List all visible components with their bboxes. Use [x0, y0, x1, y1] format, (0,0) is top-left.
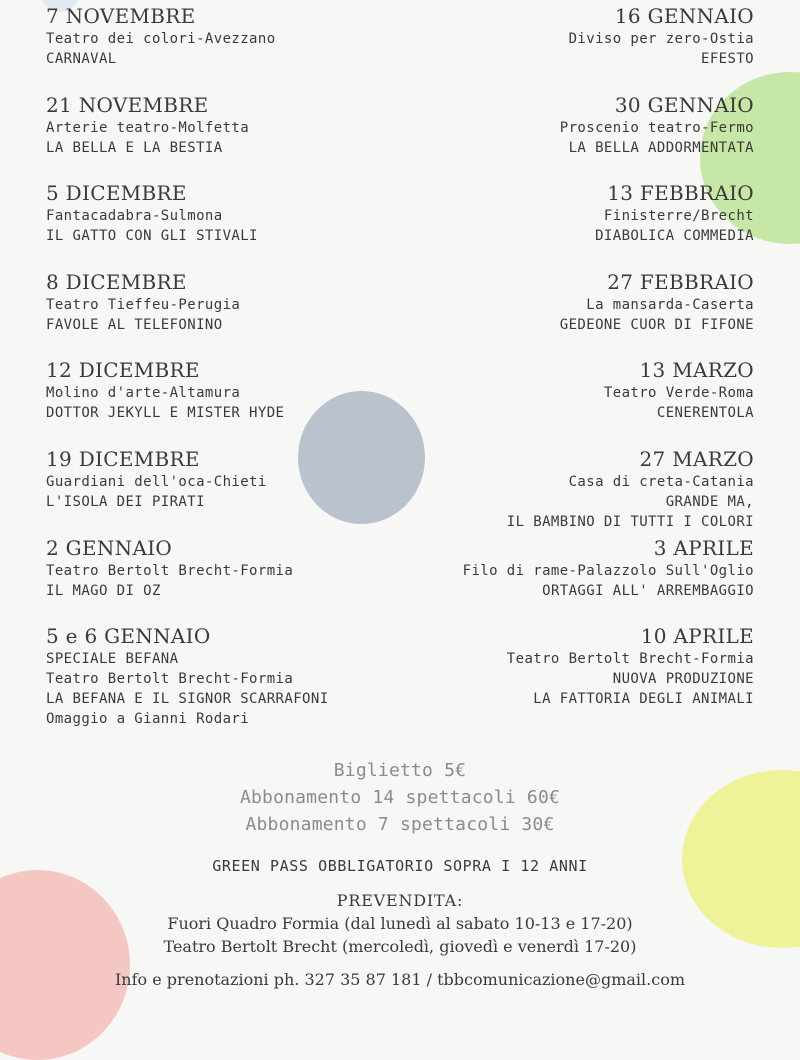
event-entry	[384, 358, 754, 447]
event-entry	[46, 358, 416, 447]
event-entry	[384, 93, 754, 182]
event-venue: SPECIALE BEFANA	[46, 651, 179, 668]
event-entry	[46, 536, 416, 625]
event-detail: LA BELLA E LA BESTIA	[46, 139, 223, 156]
event-detail: CARNAVAL	[46, 51, 117, 67]
event-venue: Proscenio teatro-Fermo	[559, 119, 754, 136]
event-venue: Teatro Verde-Roma	[603, 385, 754, 402]
event-entry	[46, 270, 416, 359]
event-detail: L'ISOLA DEI PIRATI	[46, 493, 205, 510]
event-venue: Guardiani dell'oca-Chieti	[46, 473, 267, 490]
event-venue: Teatro Tieffeu-Perugia	[46, 296, 241, 313]
subscription-14-price: Abbonamento 14 spettacoli 60€	[239, 787, 561, 808]
right-schedule-column	[384, 4, 754, 713]
event-entry	[46, 93, 416, 182]
event-venue: Filo di rame-Palazzolo Sull'Oglio	[462, 562, 754, 579]
event-detail: LA FATTORIA DEGLI ANIMALI	[533, 691, 754, 708]
ticket-price: Biglietto 5€	[333, 760, 467, 781]
event-detail: NUOVA PRODUZIONE	[612, 671, 754, 688]
event-detail: DOTTOR JEKYLL E MISTER HYDE	[46, 405, 285, 422]
event-date: 10 APRILE	[640, 624, 754, 649]
presale-line-teatro-brecht: Teatro Bertolt Brecht (mercoledì, giovedì e venerdì 17-20)	[163, 937, 637, 956]
event-venue: La mansarda-Caserta	[586, 296, 754, 313]
event-detail: CENERENTOLA	[656, 405, 754, 422]
event-entry	[384, 536, 754, 625]
event-detail: IL BAMBINO DI TUTTI I COLORI	[506, 513, 754, 530]
event-venue: Arterie teatro-Molfetta	[46, 119, 250, 136]
event-date: 21 NOVEMBRE	[46, 92, 209, 117]
event-date: 27 MARZO	[639, 446, 754, 471]
left-schedule-column	[46, 4, 416, 728]
event-venue: Teatro Bertolt Brecht-Formia	[506, 651, 754, 668]
event-date: 13 MARZO	[639, 358, 754, 383]
event-date: 5 DICEMBRE	[46, 181, 187, 206]
event-detail: GRANDE MA,	[665, 493, 754, 510]
event-detail: IL GATTO CON GLI STIVALI	[46, 228, 258, 245]
event-date: 13 FEBBRAIO	[607, 181, 754, 206]
event-entry	[384, 447, 754, 536]
presale-title: PREVENDITA:	[336, 891, 464, 910]
event-date: 8 DICEMBRE	[46, 269, 187, 294]
prices-section	[0, 757, 800, 838]
event-date: 2 GENNAIO	[46, 535, 173, 560]
event-entry	[46, 181, 416, 270]
event-entry	[384, 270, 754, 359]
event-detail: Teatro Bertolt Brecht-Formia	[46, 671, 294, 688]
event-date: 12 DICEMBRE	[46, 358, 200, 383]
event-detail: Omaggio a Gianni Rodari	[46, 711, 250, 728]
green-pass-notice: GREEN PASS OBBLIGATORIO SOPRA I 12 ANNI	[212, 857, 588, 875]
event-date: 5 e 6 GENNAIO	[46, 624, 211, 649]
event-venue: Casa di creta-Catania	[568, 473, 754, 490]
event-detail: GEDEONE CUOR DI FIFONE	[559, 316, 754, 333]
event-detail: DIABOLICA COMMEDIA	[595, 228, 754, 245]
presale-line-fuori-quadro: Fuori Quadro Formia (dal lunedì al sabato 10-13 e 17-20)	[167, 914, 633, 933]
event-date: 16 GENNAIO	[614, 4, 754, 28]
event-date: 7 NOVEMBRE	[46, 4, 196, 28]
event-date: 27 FEBBRAIO	[607, 269, 754, 294]
event-venue: Teatro dei colori-Avezzano	[46, 31, 276, 47]
subscription-7-price: Abbonamento 7 spettacoli 30€	[245, 814, 555, 835]
event-detail: LA BEFANA E IL SIGNOR SCARRAFONI	[46, 691, 329, 708]
event-venue: Teatro Bertolt Brecht-Formia	[46, 562, 294, 579]
event-entry	[46, 4, 416, 93]
event-detail: ORTAGGI ALL' ARREMBAGGIO	[542, 582, 754, 599]
presale-section	[0, 889, 800, 958]
event-entry	[384, 181, 754, 270]
contact-info: Info e prenotazioni ph. 327 35 87 181 / tbbcomunicazione@gmail.com	[114, 970, 685, 989]
event-date: 19 DICEMBRE	[46, 446, 200, 471]
event-detail: EFESTO	[701, 51, 754, 67]
event-venue: Molino d'arte-Altamura	[46, 385, 241, 402]
event-entry	[384, 624, 754, 713]
event-detail: LA BELLA ADDORMENTATA	[568, 139, 754, 156]
event-venue: Diviso per zero-Ostia	[568, 31, 754, 47]
event-date: 3 APRILE	[653, 535, 754, 560]
event-entry	[384, 4, 754, 93]
event-venue: Fantacadabra-Sulmona	[46, 208, 223, 225]
event-detail: IL MAGO DI OZ	[46, 582, 161, 599]
event-date: 30 GENNAIO	[614, 92, 754, 117]
event-entry	[46, 624, 416, 728]
event-entry	[46, 447, 416, 536]
event-venue: Finisterre/Brecht	[603, 208, 754, 225]
event-detail: FAVOLE AL TELEFONINO	[46, 316, 223, 333]
